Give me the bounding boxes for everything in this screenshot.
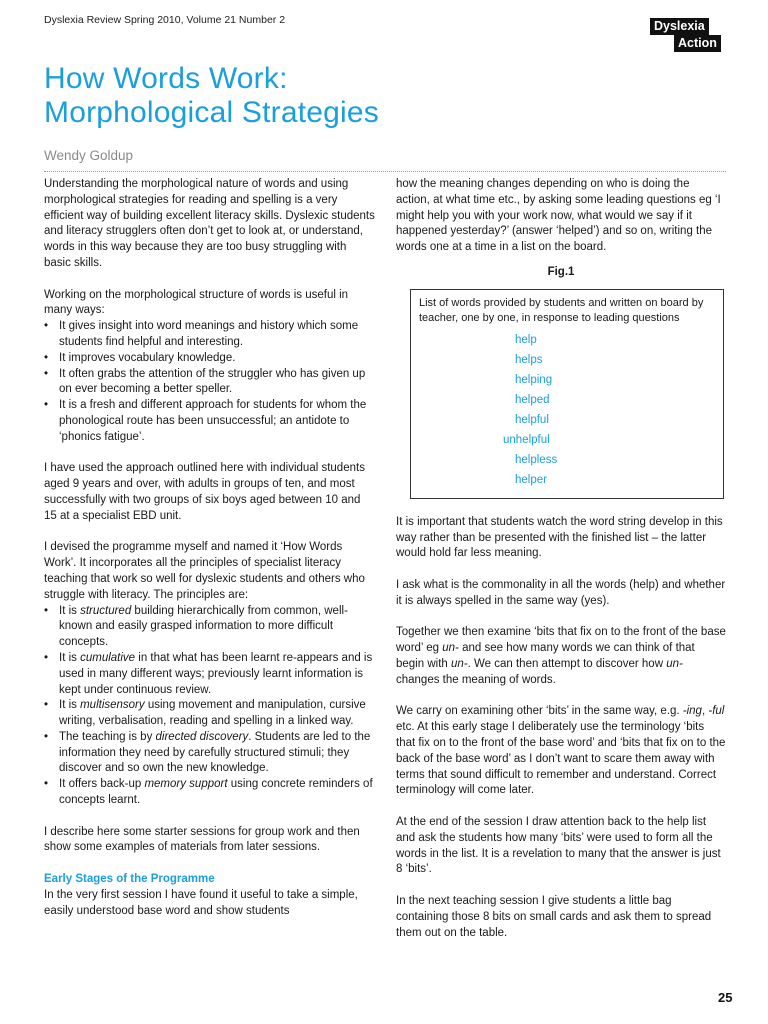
word-item: helper [515, 473, 547, 486]
title-line-1: How Words Work: [44, 62, 288, 95]
figure-label: Fig.1 [547, 265, 575, 278]
right-column [396, 177, 726, 941]
paragraph: In the next teaching session I give students a little bag containing those 8 bits on small cards and ask them to spread them out on the table. [396, 894, 712, 939]
list-item: • It improves vocabulary knowledge. [44, 351, 376, 367]
paragraph: Together we then examine ‘bits that fix on to the front of the base word’ eg un- and see how many words we can think of that begin with un-. We can then attempt to discover how un- changes the meaning of words. [396, 626, 726, 686]
word-item: helping [515, 373, 553, 386]
list-item: • It is cumulative in that what has been learnt re-appears and is used in many different ways; previously learnt information is kept under continuous review. [44, 651, 376, 698]
word-item: helped [515, 393, 550, 406]
benefits-list [44, 319, 376, 445]
article-title [44, 62, 379, 130]
principles-list [44, 604, 376, 809]
page-number: 25 [718, 990, 733, 1005]
author: Wendy Goldup [44, 148, 134, 163]
paragraph: Working on the morphological structure of words is useful in many ways: [44, 288, 349, 317]
paragraph: Understanding the morphological nature of words and using morphological strategies for reading and spelling is a very efficient way of building excellent literacy skills. Dyslexic students and literacy strugglers often don’t get to look at, or understand, words in this way because they are too busy struggling with basic skills. [44, 178, 375, 269]
paragraph: how the meaning changes depending on who is doing the action, at what time etc., by asking some leading questions eg ‘I might help you with your work now, what would we say if it happened yesterday?’ (answer ‘helped’) and so on, writing the words one at a time in a list on the board. [396, 178, 721, 254]
figure-box [410, 289, 724, 499]
word-list [419, 330, 715, 490]
paragraph: At the end of the session I draw attention back to the help list and ask the students how many ‘bits’ were used to form all the words in the list. It is a revelation to many that the answer is just 8 ‘bits’. [396, 815, 721, 876]
list-item: • It is structured building hierarchically from common, well-known and easily grasped information to more difficult concepts. [44, 604, 376, 651]
list-item: • It offers back-up memory support using concrete reminders of concepts learnt. [44, 777, 376, 809]
list-item: • It is a fresh and different approach for students for whom the phonological route has been unsuccessful; an antidote to ‘phonics fatigue’. [44, 398, 376, 445]
paragraph: In the very first session I have found it useful to take a simple, easily understood base word and show students [44, 888, 358, 917]
paragraph: I ask what is the commonality in all the words (help) and whether it is always spelled in the same way (yes). [396, 578, 726, 607]
list-item: • It gives insight into word meanings and history which some students find helpful and interesting. [44, 319, 376, 351]
title-line-2: Morphological Strategies [44, 96, 379, 129]
left-column [44, 177, 376, 919]
paragraph: I devised the programme myself and named it ‘How Words Work’. It incorporates all the principles of specialist literacy teaching that work so well for dyslexic students and others who struggle with literacy. The principles are: [44, 541, 365, 601]
word-item: helpful [515, 413, 549, 426]
paragraph: I describe here some starter sessions for group work and then show some examples of materials from later sessions. [44, 825, 360, 854]
paragraph: It is important that students watch the word string develop in this way rather than be presented with the finished list – the latter would hold far less meaning. [396, 515, 723, 560]
logo-line-1: Dyslexia [650, 18, 709, 35]
paragraph: We carry on examining other ‘bits’ in the same way, e.g. -ing, -ful etc. At this early stage I deliberately use the terminology ‘bits that fix on to the front of the base word’ and ‘bits that fix on to the back of the base word’ as I don’t want to scare them away with terms that sound difficult to remember and understand. Correct terminology will come later. [396, 705, 726, 797]
list-item: • It often grabs the attention of the struggler who has given up on ever becoming a better speller. [44, 367, 376, 399]
dyslexia-action-logo [650, 18, 726, 52]
section-heading: Early Stages of the Programme [44, 873, 215, 886]
word-item: helps [515, 353, 543, 366]
title-divider [44, 171, 726, 172]
word-item: unhelpful [503, 433, 550, 446]
list-item: • It is multisensory using movement and manipulation, cursive writing, verbalisation, reading and spelling in a linked way. [44, 698, 376, 730]
list-item: • The teaching is by directed discovery. Students are led to the information they need by carefully structured stimuli; they discover and so own the new knowledge. [44, 730, 376, 777]
figure-caption: List of words provided by students and written on board by teacher, one by one, in response to leading questions [419, 296, 704, 324]
word-item: help [515, 333, 537, 346]
word-item: helpless [515, 453, 558, 466]
paragraph: I have used the approach outlined here with individual students aged 9 years and over, with adults in groups of ten, and most successfully with two groups of six boys aged between 10 and 15 at a specialist EBD unit. [44, 462, 365, 522]
logo-line-2: Action [674, 35, 721, 52]
journal-header: Dyslexia Review Spring 2010, Volume 21 Number 2 [44, 14, 286, 26]
